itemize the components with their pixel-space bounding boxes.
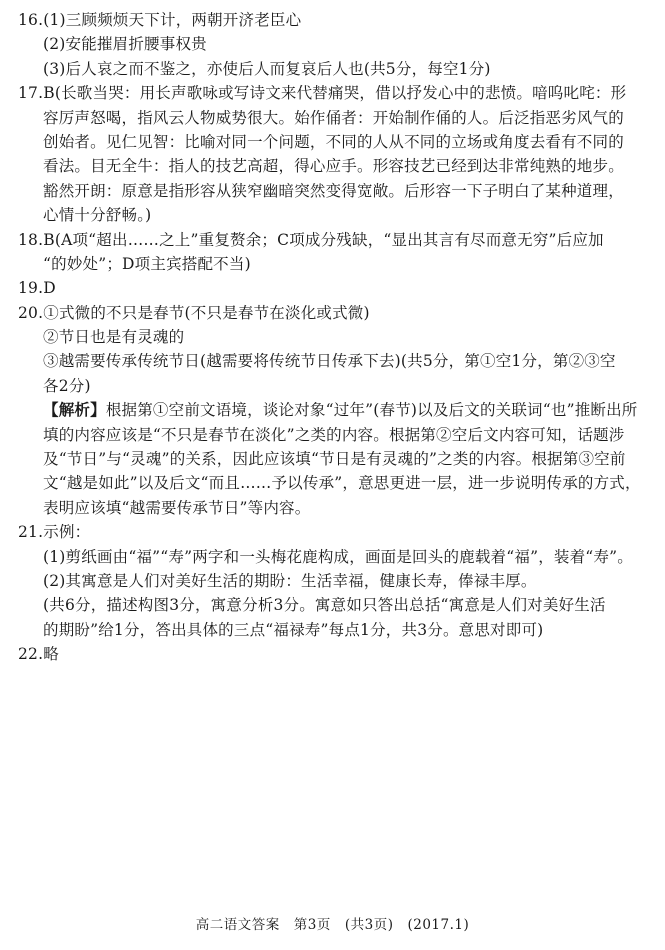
answer-17-line-3: 创始者。见仁见智：比喻对同一个问题，不同的人从不同的立场或角度去看有不同的 [43, 132, 624, 151]
answer-21-line-4: (共6分，描述构图3分，寓意分析3分。寓意如只答出总括“寓意是人们对美好生活 [43, 596, 606, 615]
analysis-text: 根据第①空前文语境，谈论对象“过年”(春节)以及后文的关联词“也”推断出所 [105, 401, 638, 420]
answer-21-line-1: 21.示例： [18, 523, 91, 542]
answer-17-line-5: 豁然开朗：原意是指形容从狭窄幽暗突然变得宽敞。后形容一下子明白了某种道理， [43, 181, 624, 200]
answer-21-line-3: (2)其寓意是人们对美好生活的期盼：生活幸福，健康长寿，俸禄丰厚。 [43, 571, 537, 590]
answer-21-line-5: 的期盼”给1分，答出具体的三点“福禄寿”每点1分，共3分。意思对即可) [43, 620, 544, 639]
analysis-label: 【解析】 [43, 400, 106, 420]
page-footer: 高二语文答案 第3页 (共3页) (2017.1) [195, 917, 470, 933]
answer-16-line-2: (2)安能摧眉折腰事权贵 [43, 35, 207, 54]
answer-21-line-2: (1)剪纸画由“福”“寿”两字和一头梅花鹿构成，画面是回头的鹿载着“福”，装着“寿”。 [43, 547, 633, 566]
answer-20-line-2: ②节日也是有灵魂的 [43, 328, 185, 347]
answer-20-analysis-line-5: 表明应该填“越需要传承节日”等内容。 [43, 498, 311, 517]
answer-20-analysis-line-2: 填的内容应该是“不只是春节在淡化”之类的内容。根据第②空后文内容可知，话题涉 [43, 425, 625, 444]
answer-17-line-6: 心情十分舒畅。) [43, 206, 152, 225]
answer-20-analysis-line-3: 及“节日”与“灵魂”的关系，因此应该填“节日是有灵魂的”之类的内容。根据第③空前 [43, 450, 626, 469]
answer-20-analysis-line-1 [18, 398, 650, 422]
answer-20-analysis-line-4: 文“越是如此”以及后文“而且……予以传承”，意思更进一层，进一步说明传承的方式， [43, 474, 641, 493]
answer-16-line-1: 16.(1)三顾频烦天下计，两朝开济老臣心 [18, 11, 302, 29]
answer-20-line-1: 20.①式微的不只是春节(不只是春节在淡化或式微) [18, 303, 370, 322]
answer-20-line-3: ③越需要传承传统节日(越需要将传统节日传承下去)(共5分，第①空1分，第②③空 [43, 352, 616, 371]
answer-16-line-3: (3)后人哀之而不鉴之，亦使后人而复哀后人也(共5分，每空1分) [43, 59, 491, 78]
answer-17-line-2: 容厉声怒喝，指风云人物威势很大。始作俑者：开始制作俑的人。后泛指恶劣风气的 [43, 108, 624, 127]
answer-18-line-2: “的妙处”；D项主宾搭配不当) [43, 254, 251, 273]
answer-17-line-4: 看法。目无全牛：指人的技艺高超，得心应手。形容技艺已经到达非常纯熟的地步。 [43, 157, 624, 176]
answer-20-line-4: 各2分) [43, 376, 91, 395]
answer-22-line-1: 22.略 [18, 645, 59, 664]
answer-content [18, 8, 650, 667]
answer-17-line-1: 17.B(长歌当哭：用长声歌咏或写诗文来代替痛哭，借以抒发心中的悲愤。喑呜叱咤：形 [18, 84, 627, 103]
answer-19-line-1: 19.D [18, 279, 56, 298]
answer-18-line-1: 18.B(A项“超出……之上”重复赘余；C项成分残缺，“显出其言有尽而意无穷”后应加 [18, 230, 604, 249]
